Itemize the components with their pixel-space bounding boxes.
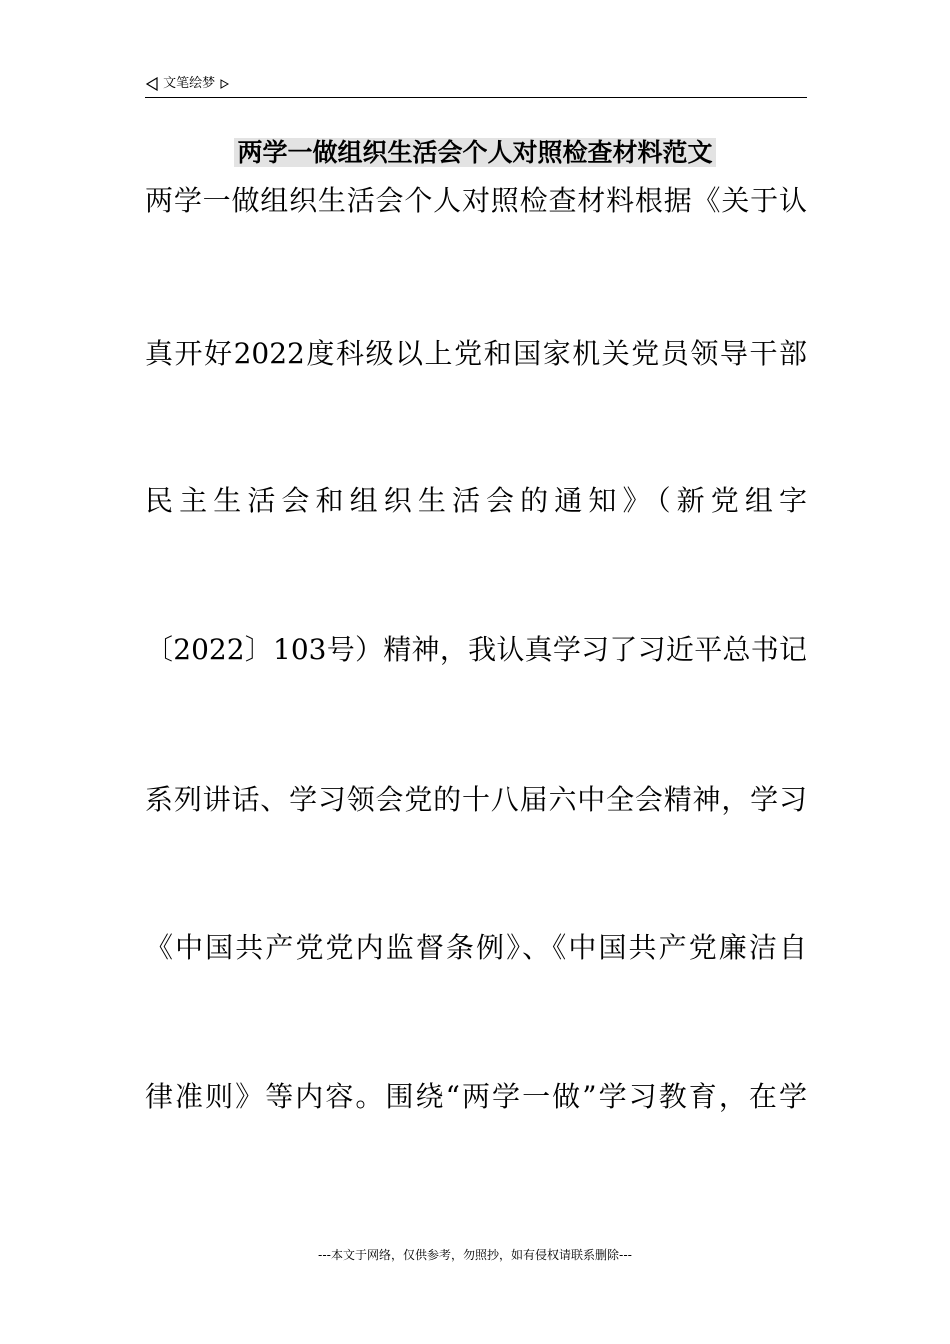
left-triangle-icon [145,77,159,91]
header-text: 文笔绘梦 [163,76,216,91]
body-line: 两学一做组织生活会个人对照检查材料根据《关于认 [145,184,807,217]
body-line: 系列讲话、学习领会党的十八届六中全会精神，学习 [145,783,807,816]
body-line: 《中国共产党党内监督条例》、《中国共产党廉洁自 [145,931,807,964]
right-triangle-icon [219,79,229,89]
body-line: 〔2022〕103号）精神，我认真学习了习近平总书记 [145,633,807,666]
page-header [145,72,807,96]
body-line: 真开好2022度科级以上党和国家机关党员领导干部 [145,337,807,370]
title-text: 两学一做组织生活会个人对照检查材料范文 [234,138,715,167]
page-footer: ---本文于网络，仅供参考，勿照抄，如有侵权请联系删除--- [318,1248,632,1262]
body-line: 律准则》等内容。围绕“两学一做”学习教育，在学 [145,1080,807,1113]
body-line: 民主生活会和组织生活会的通知》（新党组字 [145,484,807,517]
document-title [0,135,950,171]
header-rule [145,97,807,98]
